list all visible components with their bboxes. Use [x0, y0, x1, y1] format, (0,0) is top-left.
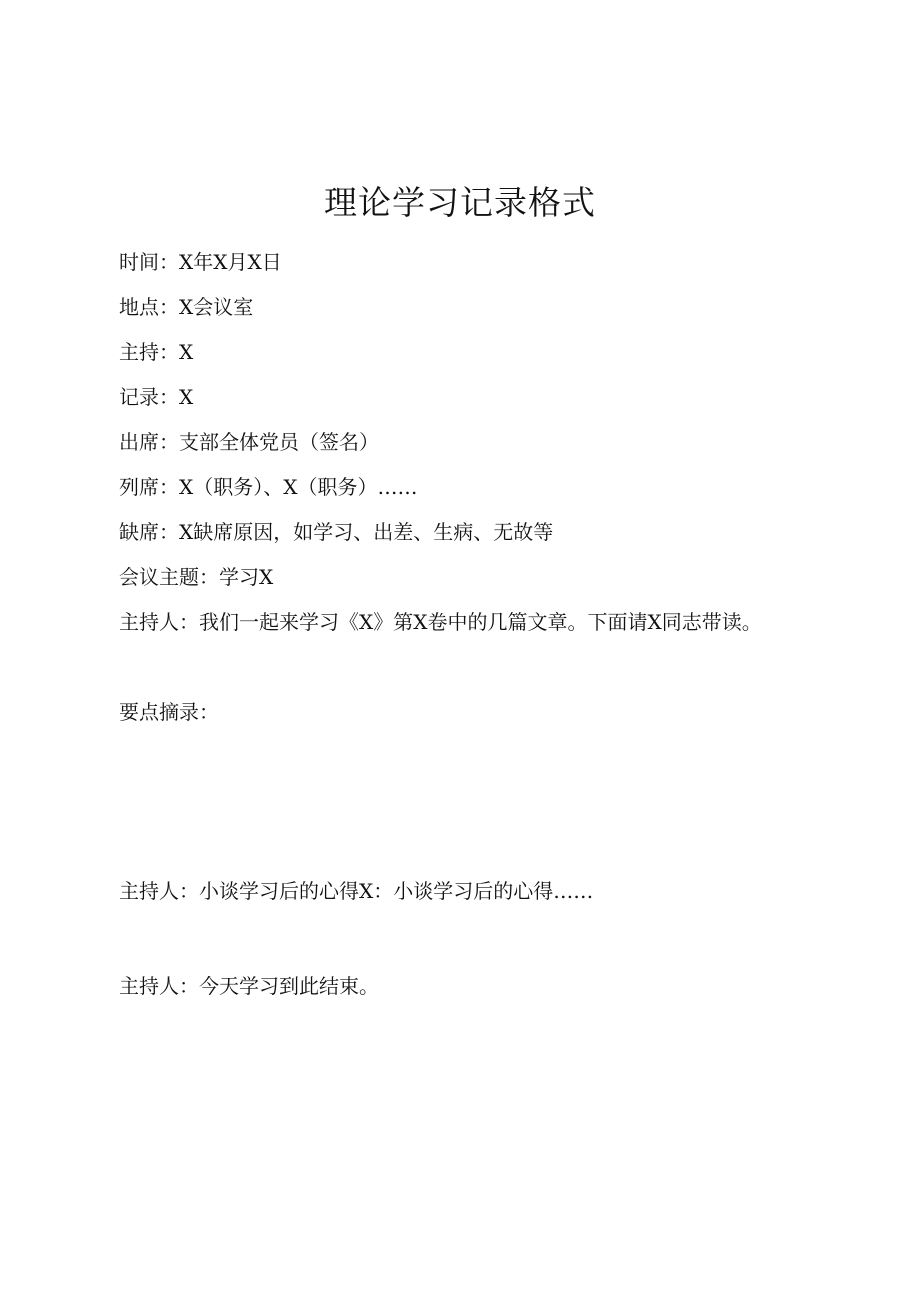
host-closing: 主持人：今天学习到此结束。 [119, 974, 379, 998]
document-title: 理论学习记录格式 [324, 183, 596, 222]
key-points-label: 要点摘录： [119, 700, 219, 724]
meeting-observers: 列席：X（职务）、X（职务）…… [119, 475, 418, 499]
meeting-attendees: 出席：支部全体党员（签名） [119, 430, 379, 454]
meeting-recorder: 记录：X [119, 385, 194, 409]
meeting-place: 地点：X会议室 [119, 295, 254, 319]
meeting-absent: 缺席：X缺席原因，如学习、出差、生病、无故等 [119, 520, 554, 544]
meeting-time: 时间：X年X月X日 [119, 250, 282, 274]
host-introduction: 主持人：我们一起来学习《X》第X卷中的几篇文章。下面请X同志带读。 [119, 610, 762, 634]
host-discussion: 主持人：小谈学习后的心得X：小谈学习后的心得…… [119, 879, 594, 903]
meeting-host: 主持：X [119, 340, 194, 364]
meeting-topic: 会议主题：学习X [119, 565, 274, 589]
